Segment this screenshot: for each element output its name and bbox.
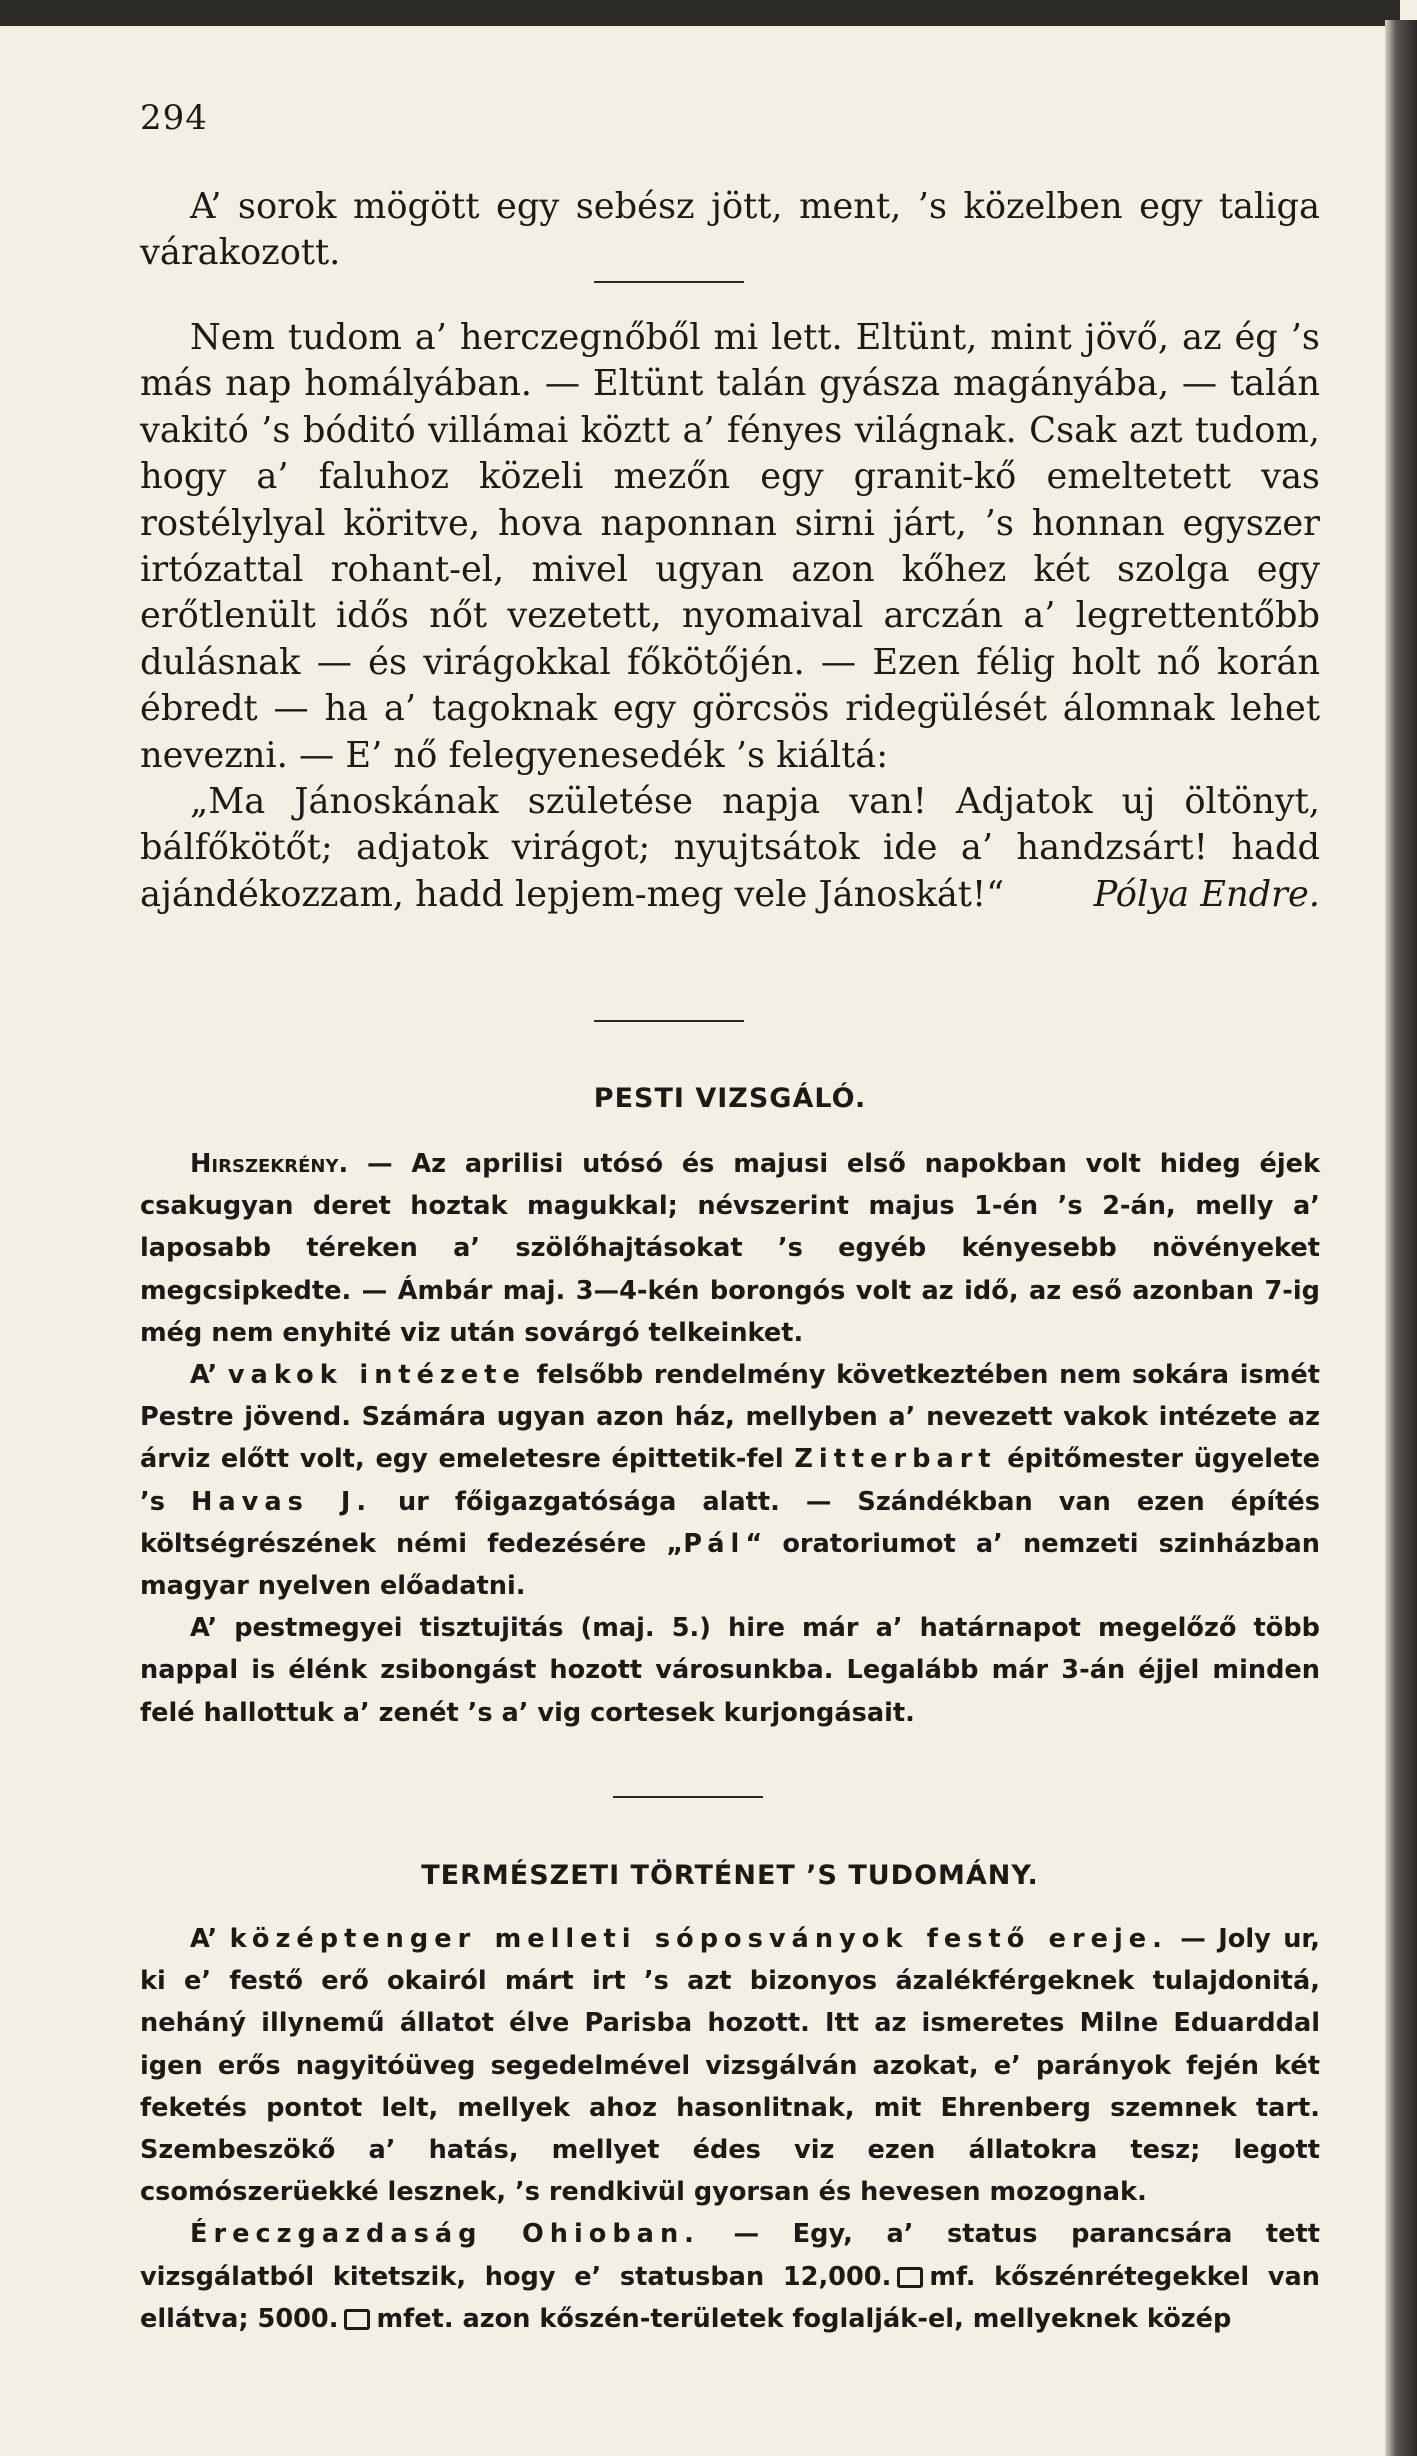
- story-quote: [140, 779, 1320, 918]
- hirszekreny-label: Hirszekrény.: [190, 1149, 349, 1179]
- science-p2-b: mf. kőszénrétegekkel van ellátva; 5000.: [140, 2261, 1320, 2334]
- news-p2-spaced-havas: Havas J.: [190, 1486, 373, 1517]
- science-paragraph-2: [140, 2213, 1320, 2340]
- story-part-2: [140, 315, 1320, 918]
- news-p2-a: A’: [190, 1360, 218, 1391]
- section-termeszeti-body: [140, 1918, 1320, 2340]
- science-p1-b: — Joly ur, ki e’ festő erő okairól márt irt ’s azt bizonyos ázalékférgeknek tulajdonitá, neháný illynemű állatot élve Parisba hozott. Itt az ismeretes Milne Eduarddal igen erős nagyitóüveg segedelmével vizsgálván azokat, e’ parányok fején két feketés pontot lelt, mellyek ahoz hasonlitnak, mit Ehrenberg szemnek tart. Szembeszökő a’ hatás, mellyet édes viz ezen állatokra tesz; legott csomószerüekké lesznek, ’s rendkivül gyorsan és hevesen mozognak.: [140, 1924, 1321, 2208]
- news-p2-c: az árviz előtt volt, egy emeletesre épittetik-fel: [140, 1402, 1320, 1475]
- story-part-1: [140, 184, 1320, 277]
- section-pesti-vizsgalo-body: [140, 1143, 1320, 1734]
- story-author: Pólya Endre.: [1093, 873, 1320, 915]
- section-heading-termeszeti: TERMÉSZETI TÖRTÉNET ’S TUDOMÁNY.: [421, 1860, 1039, 1891]
- story-paragraph-2: Nem tudom a’ herczegnőből mi lett. Eltünt, mint jövő, az ég ’s más nap homályában. — Eltünt talán gyásza magányába, — talán vakitó ’s bóditó villámai köztt a’ fényes világnak. Csak azt tudom, hogy a’ faluhoz közeli mezőn egy granit-kő emeltetett vas rostélylyal köritve, hova naponnan sirni járt, ’s honnan egyszer irtózattal rohant-el, mivel ugyan azon kőhez két szolga egy erőtlenült idős nőt vezetett, nyomaival arczán a’ legrettentőbb dulásnak — és virágokkal főkötőjén. — Ezen félig holt nő korán ébredt — ha a’ tagoknak egy görcsös ridegülését álomnak lehet nevezni. — E’ nő felegyenesedék ’s kiáltá:: [140, 317, 1320, 776]
- story-paragraph-1: A’ sorok mögött egy sebész jött, ment, ’s közelben egy taliga várakozott.: [140, 186, 1320, 274]
- news-p2-spaced-pal: Pál: [683, 1528, 746, 1559]
- separator-rule-1: [594, 281, 744, 283]
- news-p2-b: felsőbb rendelmény következtében nem sokára ismét Pestre jövend. Számára ugyan azon ház, mellyben a’ nevezett vakok intézete: [140, 1360, 1320, 1433]
- science-p1-a: A’: [190, 1924, 218, 1954]
- news-p2-spaced-vakok: vakok intézete: [227, 1360, 526, 1391]
- science-p2-c: mfet. azon kőszén-területek foglalják-el, mellyeknek közép: [376, 2303, 1232, 2334]
- separator-rule-3: [613, 1796, 763, 1798]
- scan-binding-edge: [1385, 20, 1417, 2456]
- news-paragraph-3: A’ pestmegyei tisztujitás (maj. 5.) hire már a’ határnapot megelőző több nappal is élénk zsibongást hozott városunkba. Legalább már 3-án éjjel minden felé hallottuk a’ zenét ’s a’ vig cortesek kurjongásait.: [140, 1613, 1320, 1728]
- news-paragraph-1-text: — Az aprilisi utósó és majusi első napokban volt hideg éjek csakugyan deret hoztak magukkal; névszerint majus 1-én ’s 2-án, melly a’ laposabb téreken a’ szölőhajtásokat ’s egyéb kényesebb növényeket megcsipkedte. — Ámbár maj. 3—4-kén borongós volt az idő, az eső azonban 7-ig még nem enyhité viz után sovárgó telkeinket.: [140, 1149, 1320, 1348]
- scan-top-edge: [0, 0, 1400, 26]
- news-paragraph-1: [140, 1143, 1320, 1354]
- science-paragraph-1: [140, 1918, 1320, 2213]
- square-unit-symbol-2: [344, 2309, 370, 2330]
- science-p2-a: — Egy, a’ status parancsára tett vizsgálatból kitetszik, hogy e’ statusban 12,000.: [140, 2219, 1320, 2292]
- story-quote-text: „Ma Jánoskának születése napja van! Adjatok uj öltönyt, bálfőkötőt; adjatok virágot; nyujtsátok ide a’ handzsárt! hadd ajándékozzam, hadd lepjem-meg vele Jánoskát!“: [140, 781, 1320, 915]
- science-p1-spaced-title: középtenger melleti sóposványok festő ereje.: [229, 1924, 1168, 1954]
- news-p2-e: ur főigazgatósága alatt. — Szándékban van ezen építés költségrészének némi fedezésére „: [140, 1486, 1320, 1559]
- section-heading-pesti-vizsgalo: PESTI VIZSGÁLÓ.: [593, 1083, 867, 1114]
- separator-rule-2: [594, 1020, 744, 1022]
- page-number: 294: [140, 98, 208, 138]
- news-paragraph-2: [140, 1354, 1320, 1607]
- news-p2-spaced-zitterbart: Zitterbart: [794, 1444, 997, 1475]
- science-p2-spaced-title: Éreczgazdaság Ohioban.: [190, 2219, 700, 2250]
- square-unit-symbol: [897, 2267, 923, 2288]
- news-p2-f: “ oratoriumot a’ nemzeti szinházban magyar nyelven előadatni.: [140, 1528, 1321, 1602]
- news-p2-d: épitőmester ügyelete ’s: [140, 1444, 1321, 1517]
